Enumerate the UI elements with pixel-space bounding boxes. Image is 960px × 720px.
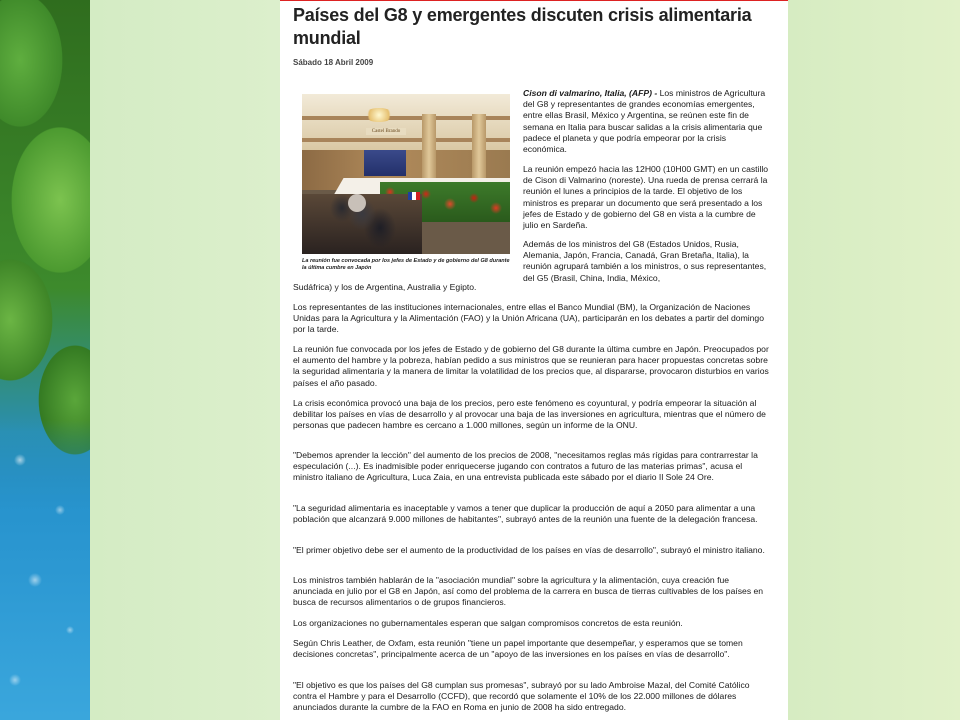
chandelier-icon [364,108,394,122]
article-paragraph: La crisis económica provocó una baja de los precios, pero este fenómeno es coyuntural, y podría empeorar la situación al debilitar los países en vías de desarrollo y al provocar una baja de las inversiones en agricultura, mientras que el número de personas que padecen hambre es cercano a 1.000 millones, según un informe de la ONU. [293,398,766,431]
article-paragraph: Cison di valmarino, Italia, (AFP) - Los ministros de Agricultura del G8 y representantes de grandes economías emergentes, entre ellas Brasil, México y Argentina, se reúnen este fin de semana en Italia para buscar salidas a la crisis alimentaria que padece el planeta y que podría empeorar por la crisis económica. [523,88,766,155]
article-paragraph: La reunión fue convocada por los jefes de Estado y de gobierno del G8 durante la última cumbre en Japón. Preocupados por el aumento del hambre y la pobreza, habían pedido a sus ministros que se reunieran para hacer propuestas concretas sobre la seguridad alimentaria y la manera de limitar la volatilidad de los precios que, al dispararse, provocaron disturbios en varios países el año pasado. [293,344,769,388]
article-date: Sábado 18 Abril 2009 [293,58,374,67]
article-paragraph: Según Chris Leather, de Oxfam, esta reunión "tiene un papel importante que desempeñar, y esperamos que se tomen decisiones concretas", principalmente acerca de un "apoyo de las inversiones en los países en vías de desarrollo". [293,638,743,660]
article-paragraph: Los ministros también hablarán de la "asociación mundial" sobre la agricultura y la alimentación, cuya creación fue anunciada en julio por el G8 en Japón, así como del problema de la carrera en busca de tierras cultivables de los países en busca de recursos alimentarios o de grupos financieros. [293,575,764,608]
photo-person-head [348,194,366,212]
article-paragraph: "La seguridad alimentaria es inaceptable y vamos a tener que duplicar la producción de aquí a 2050 para alimentar a una población que alcanzará 9.000 millones de habitantes", subrayó antes de la reunión una fuente de la delegación francesa. [293,503,758,525]
article-paragraph: "El primer objetivo debe ser el aumento de la productividad de los países en vías de desarrollo", subrayó el ministro italiano. [293,545,765,555]
article-dateline: Cison di valmarino, Italia, (AFP) - [523,88,658,98]
article-photo-block [297,88,519,276]
article-title: Países del G8 y emergentes discuten crisis alimentaria mundial [293,5,752,48]
background-panel-right [788,0,960,720]
article-paragraph: La reunión empezó hacia las 12H00 (10H00 GMT) en un castillo de Cison di Valmarino (noreste). Una rueda de prensa cerrará la reunión el lunes a principios de la tarde. El objetivo de los ministros es preparar un documento que será presentado a los jefes de Estado y de gobierno del G8 en vista a la cumbre de julio en Sardeña. [523,164,769,231]
article-sheet [280,0,788,720]
background-panel-left [90,0,280,720]
article-paragraph: "El objetivo es que los países del G8 cumplan sus promesas", subrayó por su lado Ambroise Mazal, del Comité Católico contra el Hambre y para el Desarrollo (CCFD), que recordó que solamente el 10% de los 22.000 millones de dólares anunciados durante la cumbre de la FAO en Roma en junio de 2008 ha sido entregado. [293,680,750,713]
photo-screen [364,150,406,176]
photo-sign: Castel Brando [366,128,406,135]
article-paragraph: Los organizaciones no gubernamentales esperan que salgan compromisos concretos de esta reunión. [293,618,683,628]
article-paragraph: Los representantes de las instituciones internacionales, entre ellas el Banco Mundial (BM), la Organización de Naciones Unidas para la Agricultura y la Alimentación (FAO) y la Unión Africana (UA), participarán en los debates a partir del domingo por la tarde. [293,302,764,335]
background-leaves-water [0,0,90,720]
article-paragraph: "Debemos aprender la lección" del aumento de los precios de 2008, "necesitamos reglas más rígidas para contrarrestar la especulación (...). Es inadmisible poder enriquecerse jugando con contratos a futuro de las materias primas", acusa el ministro italiano de Agricultura, Luca Zaia, en una entrevista publicada este sábado por el diario Il Sole 24 Ore. [293,450,758,483]
meeting-photo [302,94,510,254]
article-paragraph: Sudáfrica) y los de Argentina, Australia y Egipto. [293,282,477,292]
article-paragraph: Además de los ministros del G8 (Estados Unidos, Rusia, Alemania, Japón, Francia, Canadá, Gran Bretaña, Italia), la reunión agrupará también a los ministros, o sus representantes, del G5 (Brasil, China, India, México, [523,239,767,283]
photo-caption: La reunión fue convocada por los jefes de Estado y de gobierno del G8 durante la última cumbre en Japón [302,258,510,271]
flag-icon [408,192,420,200]
